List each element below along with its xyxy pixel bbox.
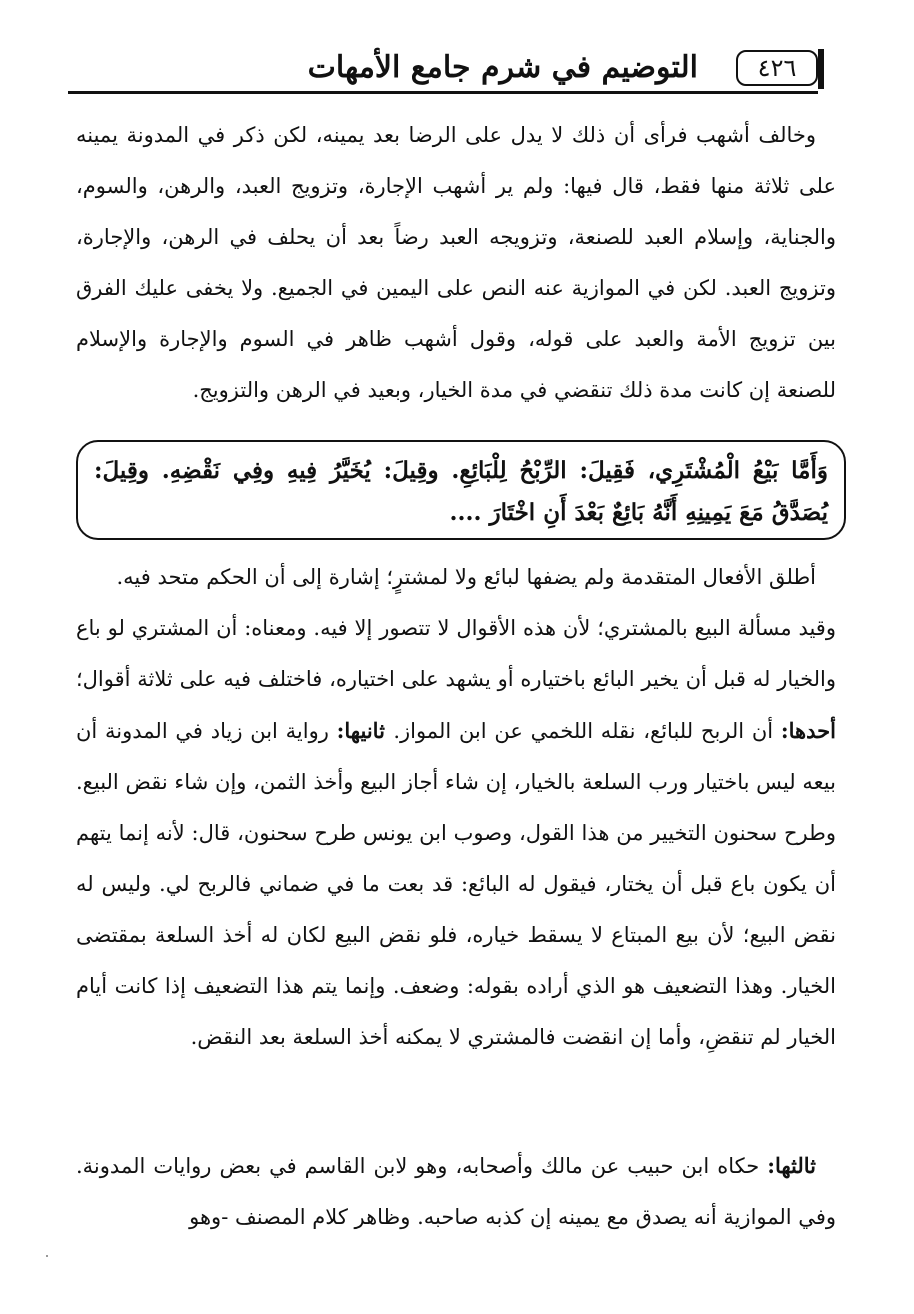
running-title: التوضيم في شرم جامع الأمهات — [307, 50, 698, 85]
commentary-paragraph-3 — [76, 1140, 836, 1243]
page-header — [68, 46, 818, 94]
paragraph-body — [76, 603, 836, 1063]
paragraph-body — [76, 1140, 836, 1243]
matn-text: وَأَمَّا بَيْعُ الْمُشْتَرِي، فَقِيلَ: الرِّبْحُ لِلْبَائِعِ. وقِيلَ: يُخَيَّرُ فِيهِ وفِي نَقْضِهِ. وقِيلَ: يُصَدَّقُ مَعَ يَمِينِهِ أَنَّهُ بَائِعٌ بَعْدَ أَنِ اخْتَارَ .... — [94, 457, 828, 526]
scan-speck — [46, 1255, 48, 1257]
second-opinion-text: رواية ابن زياد في المدونة أن بيعه ليس باختيار ورب السلعة بالخيار، إن شاء أجاز البيع وأخذ الثمن، وإن شاء نقض البيع. وطرح سحنون التخيير من هذا القول، وصوب ابن يونس طرح سحنون، قال: لأنه إنما يتهم أن يكون باع قبل أن يختار، فيقول له البائع: قد بعت ما في ضماني فالربح لي. وليس له نقض البيع؛ لأن بيع المبتاع لا يسقط خياره، فلو نقض البيع لكان له أخذ السلعة بمقتضى الخيار. وهذا التضعيف هو الذي أراده بقوله: وضعف. وإنما يتم هذا التضعيف إذا كانت أيام الخيار لم تنقضِ، وأما إن انقضت فالمشتري لا يمكنه أخذ السلعة بعد النقض. — [76, 719, 836, 1049]
third-opinion-label: ثالثها: — [767, 1153, 816, 1178]
commentary-paragraph-1 — [76, 110, 836, 416]
first-opinion-text: أن الربح للبائع، نقله اللخمي عن ابن المواز. — [393, 719, 781, 743]
paragraph-text: وخالف أشهب فرأى أن ذلك لا يدل على الرضا بعد يمينه، لكن ذكر في المدونة يمينه على ثلاثة منها فقط، قال فيها: ولم ير أشهب الإجارة، وتزويج العبد، والرهن، والسوم، والجناية، وإسلام العبد للصنعة، وتزويجه العبد رضاً بعد أن يحلف في الرهن، والإجارة، وتزويج العبد. لكن في الموازية عنه النص على اليمين في الجميع. ولا يخفى عليك الفرق بين تزويج الأمة والعبد على قوله، وقول أشهب ظاهر في السوم والإجارة والإسلام للصنعة إن كانت مدة ذلك تنقضي في مدة الخيار، وبعيد في الرهن والتزويج. — [76, 123, 836, 402]
page-number: ٤٢٦ — [757, 54, 797, 82]
header-divider — [68, 91, 818, 94]
second-opinion-label: ثانيها: — [336, 718, 394, 743]
page-number-badge — [736, 50, 818, 86]
paragraph-line: وقيد مسألة البيع بالمشتري؛ لأن هذه الأقوال لا تتصور إلا فيه. ومعناه: أن المشتري لو باع والخيار له قبل أن يخير البائع باختياره أو يشهد على اختياره، فاختلف فيه على ثلاثة أقوال؛ — [76, 616, 836, 691]
third-opinion-text: حكاه ابن حبيب عن مالك وأصحابه، وهو لابن القاسم في بعض روايات المدونة. وفي الموازية أنه يصدق مع يمينه إن كذبه صاحبه. وظاهر كلام المصنف -وهو — [76, 1154, 836, 1229]
matn-box — [76, 440, 846, 540]
paragraph-line: أطلق الأفعال المتقدمة ولم يضفها لبائع ولا لمشترٍ؛ إشارة إلى أن الحكم متحد فيه. — [116, 565, 816, 589]
first-opinion-label: أحدها: — [780, 718, 836, 743]
commentary-paragraph-2 — [76, 552, 836, 1063]
